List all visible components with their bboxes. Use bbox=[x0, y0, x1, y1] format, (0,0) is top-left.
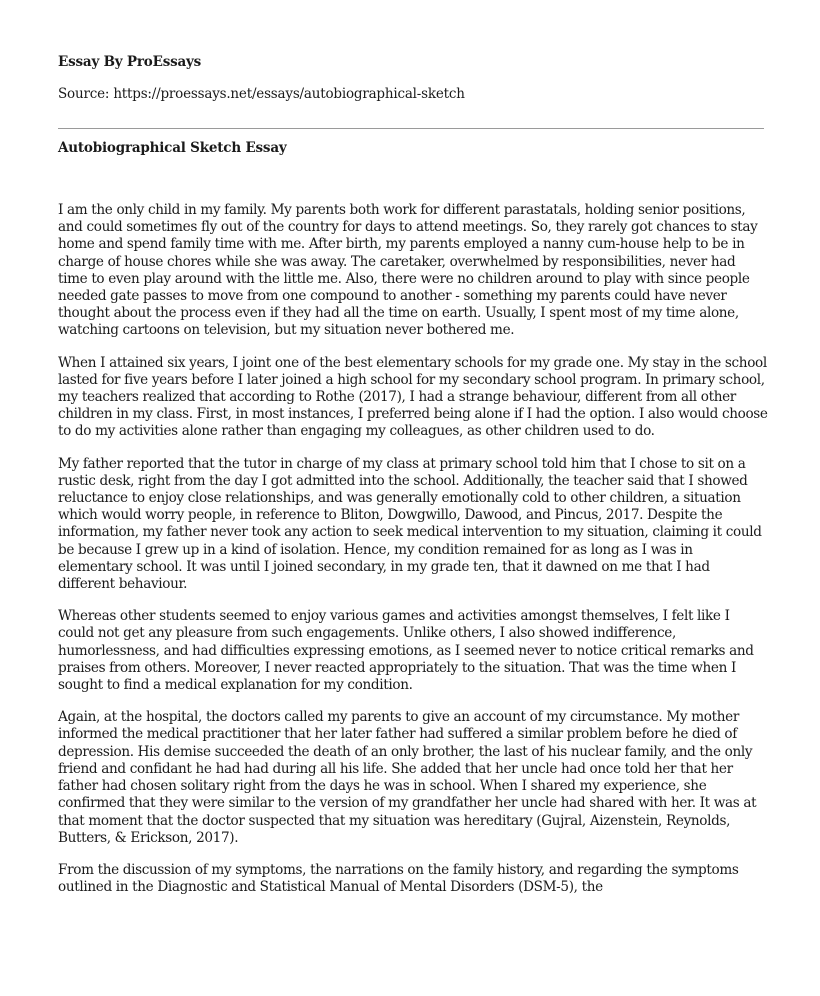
paragraph: Again, at the hospital, the doctors called my parents to give an account of my circumstance. My mother informed the medical practitioner that her later father had suffered a similar problem before he died of depression. His demise succeeded the death of an only brother, the last of his nuclear family, and the only friend and confidant he had had during all his life. She added that her uncle had once told her that her father had chosen solitary right from the days he was in school. When I shared my experience, she confirmed that they were similar to the version of my grandfather her uncle had shared with her. It was at that moment that the doctor suspected that my situation was hereditary (Gujral, Aizenstein, Reynolds, Butters, & Erickson, 2017). bbox=[58, 709, 757, 846]
paragraph: From the discussion of my symptoms, the narrations on the family history, and regarding the symptoms outlined in the Diagnostic and Statistical Manual of Mental Disorders (DSM-5), the bbox=[58, 861, 739, 896]
essay-title: Autobiographical Sketch Essay bbox=[58, 140, 287, 156]
paragraph: I am the only child in my family. My parents both work for different parastatals, holding senior positions, and could sometimes fly out of the country for days to attend meetings. So, they rarely got chances to stay home and spend family time with me. After birth, my parents employed a nanny cum-house help to be in charge of house chores while she was away. The caretaker, overwhelmed by responsibilities, never had time to even play around with the little me. Also, there were no children around to play with since people needed gate passes to move from one compound to another - something my parents could have never thought about the process even if they had all the time on earth. Usually, I spent most of my time alone, watching cartoons on television, but my situation never bothered me. bbox=[58, 202, 758, 339]
paragraph: My father reported that the tutor in charge of my class at primary school told him that I chose to sit on a rustic desk, right from the day I got admitted into the school. Additionally, the teacher said that I showed reluctance to enjoy close relationships, and was generally emotionally cold to other children, a situation which would worry people, in reference to Bliton, Dowgwillo, Dawood, and Pincus, 2017. Despite the information, my father never took any action to seek medical intervention to my situation, claiming it could be because I grew up in a kind of isolation. Hence, my condition remained for as long as I was in elementary school. It was until I joined secondary, in my grade ten, that it dawned on me that I had different behaviour. bbox=[58, 455, 762, 593]
essay-body bbox=[58, 202, 768, 911]
paragraph: Whereas other students seemed to enjoy various games and activities amongst themselves, I felt like I could not get any pleasure from such engagements. Unlike others, I also showed indifference, humorlessness, and had difficulties expressing emotions, as I seemed never to notice critical remarks and praises from others. Moreover, I never reacted appropriately to the situation. That was the time when I sought to find a medical explanation for my condition. bbox=[58, 608, 754, 694]
horizontal-divider bbox=[58, 128, 764, 129]
source-line: Source: https://proessays.net/essays/autobiographical-sketch bbox=[58, 86, 465, 102]
site-title: Essay By ProEssays bbox=[58, 54, 202, 70]
paragraph: When I attained six years, I joint one of the best elementary schools for my grade one. My stay in the school lasted for five years before I later joined a high school for my secondary school program. In primary school, my teachers realized that according to Rothe (2017), I had a strange behaviour, different from all other children in my class. First, in most instances, I preferred being alone if I had the option. I also would choose to do my activities alone rather than engaging my colleagues, as other children used to do. bbox=[58, 354, 768, 440]
